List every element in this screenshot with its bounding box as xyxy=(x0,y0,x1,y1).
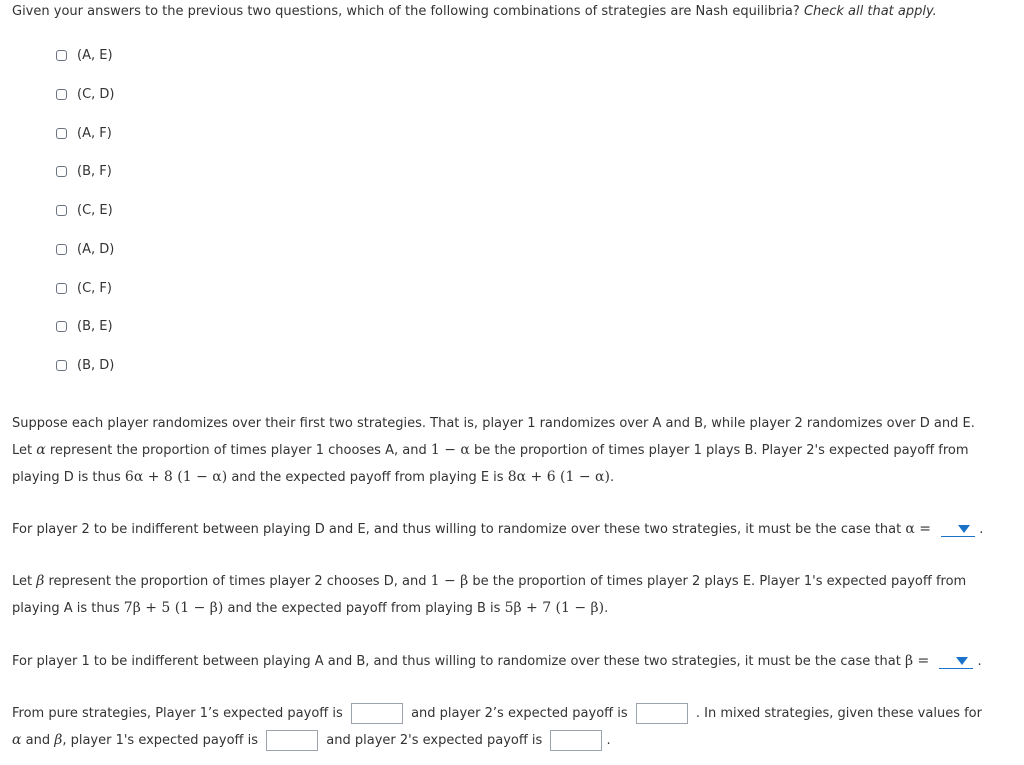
option-a-e[interactable] xyxy=(56,46,113,64)
payoff-d-expression: 6α + 8 (1 − α) xyxy=(124,469,228,485)
alpha-indifference-sentence xyxy=(12,516,1012,543)
option-a-f[interactable] xyxy=(56,124,112,142)
question-text xyxy=(12,4,1012,20)
option-b-e[interactable] xyxy=(56,317,113,335)
checkbox[interactable] xyxy=(56,283,67,294)
text: Let xyxy=(12,443,33,458)
question-hint: Check all that apply. xyxy=(803,4,937,19)
math-expression: 1 − α xyxy=(430,442,470,458)
checkbox[interactable] xyxy=(56,360,67,371)
text: be the proportion of times player 1 plays B. Player 2's expected payoff from xyxy=(474,443,969,458)
text: and the expected payoff from playing E is xyxy=(231,470,504,485)
chevron-down-icon xyxy=(956,657,968,665)
checkbox[interactable] xyxy=(56,244,67,255)
beta-dropdown[interactable] xyxy=(939,654,973,669)
text: For player 1 to be indifferent between playing A and B, and thus willing to randomize over these two strategies, it must be the case that xyxy=(12,654,901,669)
option-c-d[interactable] xyxy=(56,85,115,103)
player2-pure-payoff-input[interactable] xyxy=(636,703,688,724)
option-b-d[interactable] xyxy=(56,356,114,374)
option-c-f[interactable] xyxy=(56,279,112,297)
option-label: (C, D) xyxy=(77,86,115,102)
text: . xyxy=(604,601,609,616)
text: . In mixed strategies, given these values for xyxy=(695,706,982,721)
checkbox[interactable] xyxy=(56,205,67,216)
chevron-down-icon xyxy=(958,525,970,533)
player2-mixed-payoff-input[interactable] xyxy=(550,730,602,751)
checkbox[interactable] xyxy=(56,166,67,177)
payoff-b-expression: 5β + 7 (1 − β) xyxy=(504,600,605,616)
checkbox[interactable] xyxy=(56,89,67,100)
text: represent the proportion of times player 2 chooses D, and xyxy=(48,574,427,589)
payoff-sentence xyxy=(12,701,1012,754)
text: From pure strategies, Player 1’s expected payoff is xyxy=(12,706,343,721)
text: and the expected payoff from playing B is xyxy=(227,601,501,616)
beta-symbol: β xyxy=(36,573,45,589)
text: For player 2 to be indifferent between playing D and E, and thus willing to randomize over these two strategies, it must be the case that xyxy=(12,522,902,537)
alpha-dropdown[interactable] xyxy=(941,522,975,537)
option-label: (B, E) xyxy=(77,318,113,334)
math-expression: 1 − β xyxy=(430,573,469,589)
text: represent the proportion of times player 1 chooses A, and xyxy=(49,443,427,458)
beta-indifference-sentence xyxy=(12,648,1012,675)
alpha-equals: α = xyxy=(905,521,932,537)
text: . xyxy=(977,654,982,669)
option-label: (B, F) xyxy=(77,163,112,179)
checkbox[interactable] xyxy=(56,128,67,139)
text: . xyxy=(606,733,611,748)
text: playing A is thus xyxy=(12,601,120,616)
question-prompt: Given your answers to the previous two questions, which of the following combinations of strategies are Nash equilibria? xyxy=(12,4,800,19)
player1-mixed-payoff-input[interactable] xyxy=(266,730,318,751)
option-label: (A, F) xyxy=(77,125,112,141)
checkbox[interactable] xyxy=(56,50,67,61)
player1-pure-payoff-input[interactable] xyxy=(351,703,403,724)
text: . xyxy=(979,522,984,537)
text: playing D is thus xyxy=(12,470,121,485)
option-a-d[interactable] xyxy=(56,240,114,258)
mixed-strategy-paragraph-1 xyxy=(12,411,1012,491)
beta-symbol: β xyxy=(54,732,63,748)
text: and player 2’s expected payoff is xyxy=(411,706,628,721)
beta-equals: β = xyxy=(904,653,930,669)
text: . xyxy=(609,470,615,485)
option-label: (A, E) xyxy=(77,47,113,63)
checkbox[interactable] xyxy=(56,321,67,332)
option-label: (C, F) xyxy=(77,280,112,296)
text: , player 1's expected payoff is xyxy=(62,733,259,748)
option-label: (B, D) xyxy=(77,357,115,373)
text: Suppose each player randomizes over their first two strategies. That is, player 1 randomizes over A and B, while player 2 randomizes over D and E. xyxy=(12,416,975,431)
text: and player 2's expected payoff is xyxy=(326,733,543,748)
text: and xyxy=(25,733,51,748)
option-label: (A, D) xyxy=(77,241,115,257)
mixed-strategy-paragraph-2 xyxy=(12,568,1012,622)
option-b-f[interactable] xyxy=(56,162,112,180)
payoff-a-expression: 7β + 5 (1 − β) xyxy=(123,600,224,616)
alpha-symbol: α xyxy=(12,732,22,748)
payoff-e-expression: 8α + 6 (1 − α) xyxy=(507,469,610,485)
option-label: (C, E) xyxy=(77,202,113,218)
text: Let xyxy=(12,574,33,589)
option-c-e[interactable] xyxy=(56,201,113,219)
alpha-symbol: α xyxy=(36,442,46,458)
text: be the proportion of times player 2 plays E. Player 1's expected payoff from xyxy=(472,574,967,589)
